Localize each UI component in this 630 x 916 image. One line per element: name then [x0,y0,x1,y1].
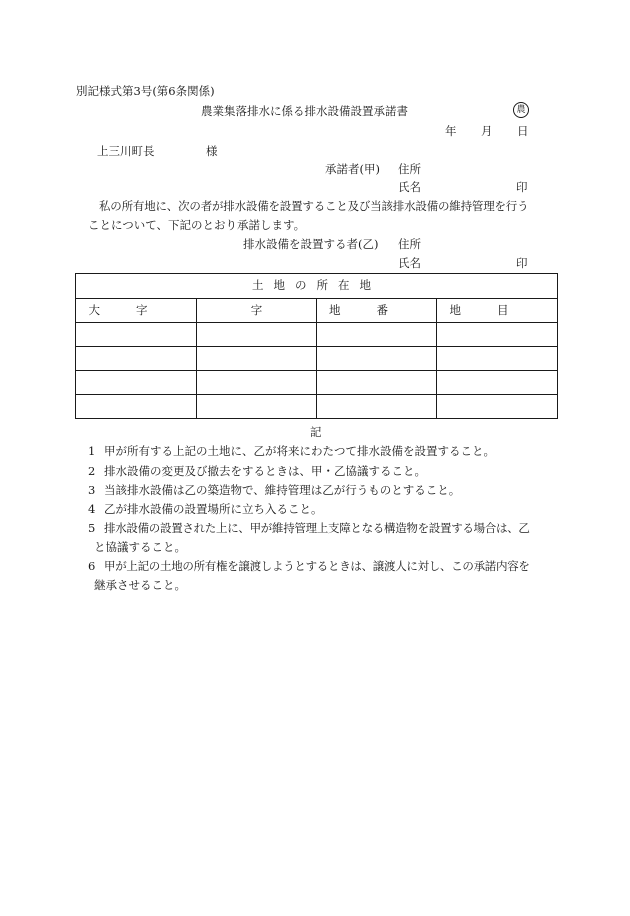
note-item-6-continuation: 継承させること。 [94,578,186,592]
cell-chimoku[interactable] [437,347,558,371]
note-item-3 [88,485,460,497]
installer-seal-label: 印 [516,256,528,270]
document-title: 農業集落排水に係る排水設備設置承諾書 [201,104,408,118]
cell-chiban[interactable] [317,371,437,395]
addressee-name: 上三川町長 [97,144,155,158]
note-number: 6 [88,559,96,573]
header-chiban: 地番 [317,299,437,323]
body-line-1: 私の所有地に、次の者が排水設備を設置すること及び当該排水設備の維持管理を行う [99,199,529,213]
form-number: 別記様式第3号(第6条関係) [76,84,215,98]
date-year-label: 年 [445,124,457,138]
cell-aza[interactable] [197,347,317,371]
land-location-table [75,273,558,419]
cell-aza[interactable] [197,371,317,395]
note-text: 甲が上記の土地の所有権を譲渡しようとするときは、譲渡人に対し、この承諾内容を [104,559,530,573]
header-aza: 字 [197,299,317,323]
note-item-2 [88,466,426,478]
cell-chiban[interactable] [317,347,437,371]
date-month-label: 月 [481,124,493,138]
table-row [76,323,558,347]
note-item-1 [88,446,495,458]
consenter-name-label: 氏名 [398,180,421,194]
note-text: 乙が排水設備の設置場所に立ち入ること。 [104,502,323,516]
cell-oaza[interactable] [76,323,197,347]
cell-aza[interactable] [197,323,317,347]
note-text: 甲が所有する上記の土地に、乙が将来にわたつて排水設備を設置すること。 [104,444,495,458]
land-table-title: 土地の所在地 [76,274,558,299]
note-item-6 [88,561,530,573]
consenter-seal-label: 印 [516,180,528,194]
consenter-address-label: 住所 [398,162,421,176]
cell-chimoku[interactable] [437,395,558,419]
note-item-5-continuation: と協議すること。 [94,540,186,554]
cell-oaza[interactable] [76,347,197,371]
note-text: 排水設備の設置された上に、甲が維持管理上支障となる構造物を設置する場合は、乙 [104,521,530,535]
note-number: 1 [88,444,96,458]
table-row [76,395,558,419]
addressee-honorific: 様 [206,144,218,158]
table-row [76,371,558,395]
table-row [76,347,558,371]
cell-chimoku[interactable] [437,371,558,395]
note-number: 4 [88,502,96,516]
body-line-2: ことについて、下記のとおり承諾します。 [88,218,306,232]
cell-aza[interactable] [197,395,317,419]
installer-address-label: 住所 [398,237,421,251]
note-number: 2 [88,464,96,478]
notes-heading: 記 [310,425,322,439]
cell-oaza[interactable] [76,395,197,419]
installer-name-label: 氏名 [398,256,421,270]
cell-oaza[interactable] [76,371,197,395]
seal-mark: 農 [513,102,529,118]
cell-chiban[interactable] [317,395,437,419]
header-chimoku: 地目 [437,299,558,323]
note-number: 3 [88,483,96,497]
cell-chimoku[interactable] [437,323,558,347]
installer-role: 排水設備を設置する者(乙) [243,237,379,251]
note-number: 5 [88,521,96,535]
note-item-5 [88,523,530,535]
header-oaza: 大字 [76,299,197,323]
cell-chiban[interactable] [317,323,437,347]
date-day-label: 日 [517,124,529,138]
consenter-role: 承諾者(甲) [325,162,380,176]
note-text: 当該排水設備は乙の築造物で、維持管理は乙が行うものとすること。 [104,483,461,497]
note-text: 排水設備の変更及び撤去をするときは、甲・乙協議すること。 [104,464,426,478]
note-item-4 [88,504,323,516]
